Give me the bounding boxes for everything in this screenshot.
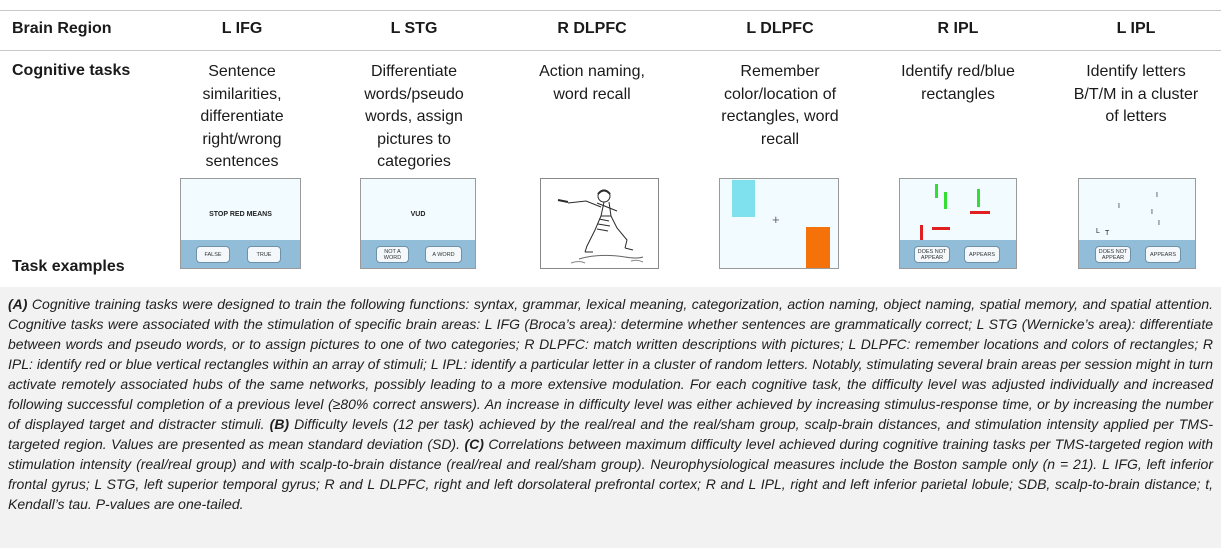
letter-stimulus: I — [1151, 209, 1153, 216]
task-description-l-stg: Differentiate words/pseudo words, assign pictures to categories — [364, 63, 464, 170]
not-a-word-button[interactable]: NOT A WORD — [376, 246, 409, 263]
false-button[interactable]: FALSE — [196, 246, 230, 263]
green-vertical-bar — [944, 192, 947, 209]
green-vertical-bar — [977, 189, 980, 207]
table-top-rule — [0, 10, 1221, 11]
caption-label-b: (B) — [269, 416, 290, 432]
row-label-cognitive-tasks: Cognitive tasks — [12, 62, 131, 79]
fixation-cross: + — [772, 212, 780, 227]
caption-text-b: Difficulty levels (12 per task) achieved by the real/real and the real/sham group, scalp-brain distances, and stimulation intensity applied per TMS-targeted region. Values are presented as mean standard deviation (SD). — [8, 416, 1214, 452]
stimulus-text: VUD — [410, 211, 426, 218]
task-description-l-dlpfc: Remember color/location of rectangles, word recall — [721, 63, 839, 148]
baseball-player-sketch — [541, 179, 659, 269]
appears-button[interactable]: APPEARS — [1145, 246, 1181, 263]
column-header-l-ipl: L IPL — [1116, 20, 1156, 37]
task-description-r-ipl: Identify red/blue rectangles — [901, 63, 1015, 103]
row-label-task-examples: Task examples — [12, 258, 125, 275]
caption-text-a: Cognitive training tasks were designed to train the following functions: syntax, grammar, lexical meaning, categorization, action naming, object naming, spatial memory, and spatial attention. Cognitive tasks were associated with the stimulation of specific brain areas: L IFG (Broca’s area): determine whether sentences are grammatically correct; L STG (Wernicke’s area): differentiate between words and pseudo words, or to assign pictures to one of two categories; R DLPFC: match written descriptions with pictures; L DLPFC: remember locations and colors of rectangles; R IPL: identify red or blue vertical rectangles within an array of stimuli; L IPL: identify a particular letter in a cluster of random letters. Notably, stimulating several brain areas per session might in turn activate remotely associated hubs of the same networks, possibly leading to a more extensive modulation. For each cognitive task, the difficulty level was adjusted individually and increased following successful completion of a previous level (≥80% correct answers). An increase in difficulty level was either achieved by increasing stimulus-response time, or by increasing the number of displayed target and distracter stimuli. — [8, 296, 1213, 432]
row-label-brain-region: Brain Region — [12, 20, 112, 37]
example-screenshot-l-ifg — [180, 178, 301, 269]
caption-label-c: (C) — [464, 436, 484, 452]
column-header-r-ipl: R IPL — [937, 20, 979, 37]
cyan-rectangle — [732, 180, 755, 217]
appears-button[interactable]: APPEARS — [964, 246, 1000, 263]
task-description-l-ipl: Identify letters B/T/M in a cluster of letters — [1073, 63, 1199, 125]
example-screenshot-r-dlpfc — [540, 178, 659, 269]
letter-stimulus: I — [1158, 220, 1160, 227]
green-vertical-bar — [935, 184, 938, 198]
column-header-l-stg: L STG — [390, 20, 438, 37]
letter-stimulus: I — [1156, 192, 1158, 199]
table-header-rule — [0, 50, 1221, 51]
task-description-r-dlpfc: Action naming, word recall — [539, 63, 645, 103]
letter-stimulus: I — [1118, 203, 1120, 210]
example-screenshot-l-dlpfc — [719, 178, 839, 269]
red-horizontal-bar — [970, 211, 990, 214]
red-horizontal-bar — [932, 227, 950, 230]
task-description-l-ifg: Sentence similarities, differentiate right/wrong sentences — [200, 63, 284, 170]
column-header-l-ifg: L IFG — [221, 20, 263, 37]
true-button[interactable]: TRUE — [247, 246, 281, 263]
column-header-l-dlpfc: L DLPFC — [746, 20, 814, 37]
column-header-r-dlpfc: R DLPFC — [557, 20, 627, 37]
orange-rectangle — [806, 227, 830, 268]
does-not-appear-button[interactable]: DOES NOT APPEAR — [1095, 246, 1131, 263]
example-screenshot-l-stg — [360, 178, 476, 269]
figure-caption — [8, 294, 1213, 514]
example-screenshot-r-ipl — [899, 178, 1017, 269]
stimulus-text: STOP RED MEANS — [209, 211, 272, 218]
caption-text-c: Correlations between maximum difficulty level achieved during cognitive training tasks per TMS-targeted region with stimulation intensity (real/real group) and with scalp-to-brain distance (real/real and real/sham group). Neurophysiological measures include the Boston sample only (n = 21). L IFG, left inferior frontal gyrus; L STG, left superior temporal gyrus; R and L DLPFC, right and left dorsolateral prefrontal cortex; R and L IPL, right and left inferior parietal lobule; SDB, scalp-to-brain distance; t, Kendall’s tau. P-values are one-tailed. — [8, 436, 1214, 512]
letter-stimulus: L — [1096, 228, 1100, 235]
letter-stimulus: T — [1105, 230, 1110, 237]
a-word-button[interactable]: A WORD — [425, 246, 462, 263]
caption-label-a: (A) — [8, 296, 28, 312]
example-screenshot-l-ipl — [1078, 178, 1196, 269]
does-not-appear-button[interactable]: DOES NOT APPEAR — [914, 246, 950, 263]
